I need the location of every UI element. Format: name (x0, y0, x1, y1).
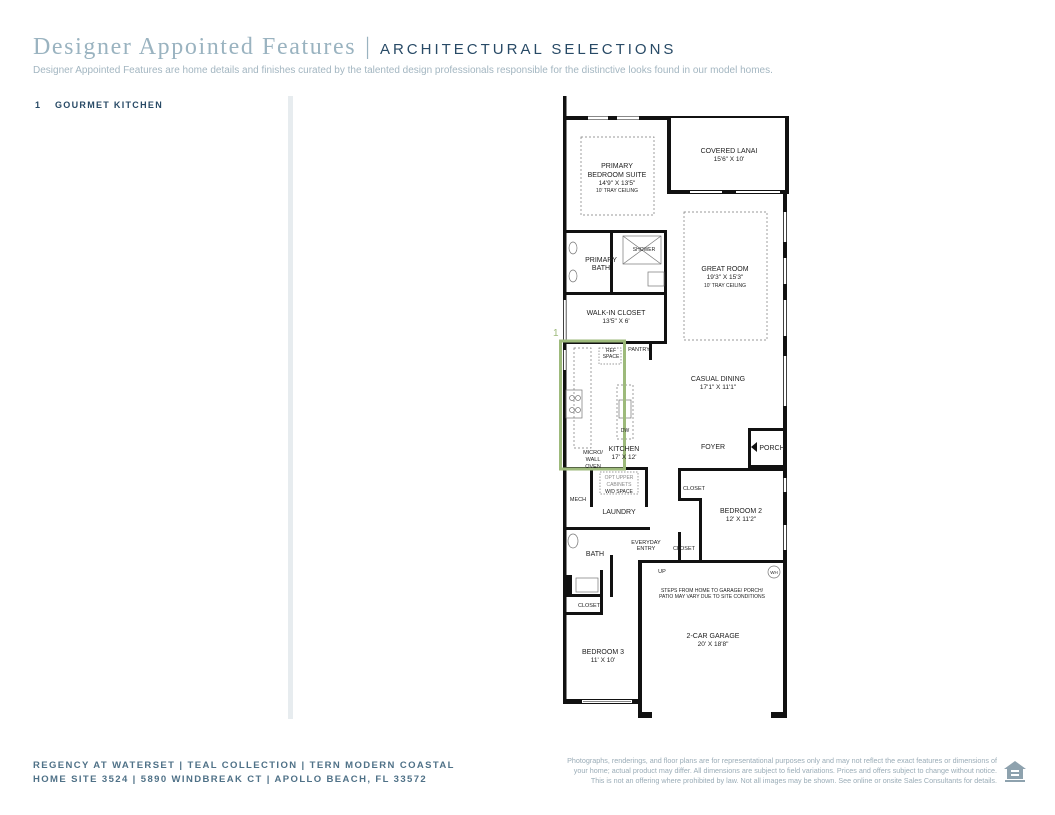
svg-text:LAUNDRY: LAUNDRY (602, 509, 636, 516)
address-line: HOME SITE 3524 | 5890 WINDBREAK CT | APOLLO BEACH, FL 33572 (33, 774, 428, 785)
svg-text:PANTRY: PANTRY (628, 347, 650, 353)
svg-text:MICRO/: MICRO/ (583, 450, 603, 456)
svg-text:REF: REF (606, 348, 616, 354)
svg-text:10' TRAY CEILING: 10' TRAY CEILING (595, 188, 639, 194)
community-line: REGENCY AT WATERSET | TEAL COLLECTION | TERN MODERN COASTAL (33, 760, 455, 771)
svg-text:OVEN: OVEN (585, 464, 601, 470)
svg-text:WH: WH (770, 570, 778, 575)
svg-text:17'1" X 11'1": 17'1" X 11'1" (699, 384, 737, 391)
feature-label: GOURMET KITCHEN (55, 100, 163, 110)
intro-text: Designer Appointed Features are home details and finishes curated by the talented design professionals responsible for the distinctive looks found in our model homes. (33, 65, 773, 76)
svg-text:2-CAR GARAGE: 2-CAR GARAGE (686, 633, 740, 640)
svg-text:BEDROOM 3: BEDROOM 3 (581, 649, 625, 656)
svg-text:19'3" X 15'3": 19'3" X 15'3" (706, 274, 744, 281)
svg-text:13'5" X 6': 13'5" X 6' (602, 318, 630, 325)
svg-text:BATH: BATH (585, 551, 605, 558)
svg-text:SHOWER: SHOWER (632, 247, 656, 253)
svg-text:PATIO MAY VARY DUE TO SITE CON: PATIO MAY VARY DUE TO SITE CONDITIONS (659, 594, 765, 600)
svg-text:BEDROOM 2: BEDROOM 2 (719, 508, 763, 515)
svg-text:WALL: WALL (585, 457, 601, 463)
porch-arrow-icon (751, 442, 757, 452)
floor-plan (545, 90, 795, 722)
svg-text:BEDROOM SUITE: BEDROOM SUITE (587, 172, 647, 179)
feature-number: 1 (35, 100, 42, 110)
svg-text:CABINETS: CABINETS (606, 482, 632, 488)
svg-text:CLOSET: CLOSET (577, 603, 601, 609)
svg-text:W/D SPACE: W/D SPACE (605, 489, 633, 495)
svg-text:WALK-IN CLOSET: WALK-IN CLOSET (586, 310, 646, 317)
page-title: Designer Appointed Features (33, 34, 357, 60)
community-info (33, 759, 455, 787)
equal-housing-icon (1003, 759, 1027, 783)
page-subtitle: ARCHITECTURAL SELECTIONS (379, 41, 677, 58)
feature-callout-number: 1 (553, 328, 559, 339)
svg-text:SPACE: SPACE (602, 354, 620, 360)
svg-text:DW: DW (620, 428, 630, 434)
svg-text:BATH: BATH (591, 265, 611, 272)
legal-disclaimer: Photographs, renderings, and floor plans are for representational purposes only and may not reflect the exact features or dimensions of your home; actual product may differ. All dimensions are subject to field variations. Prices and offers subject to change without notice. This is not an offering where prohibited by law. Not all images may be shown. See online or onsite Sales Consultants for details. (567, 756, 997, 785)
svg-text:STEPS FROM HOME TO GARAGE/ POR: STEPS FROM HOME TO GARAGE/ PORCH/ (660, 588, 764, 594)
svg-text:20' X 18'8": 20' X 18'8" (697, 641, 729, 648)
svg-text:FOYER: FOYER (700, 444, 726, 451)
feature-list-item[interactable] (35, 100, 163, 110)
svg-text:MECH: MECH (569, 497, 587, 503)
svg-text:UP: UP (658, 569, 666, 575)
svg-text:14'9" X 13'5": 14'9" X 13'5" (598, 180, 636, 187)
page-header (33, 34, 676, 61)
svg-text:15'6" X 10': 15'6" X 10' (713, 156, 745, 163)
svg-text:PRIMARY: PRIMARY (601, 163, 633, 170)
svg-text:KITCHEN: KITCHEN (608, 446, 640, 453)
svg-text:12' X 11'2": 12' X 11'2" (725, 516, 757, 523)
svg-text:17' X 12': 17' X 12' (611, 454, 637, 461)
svg-text:PORCH: PORCH (759, 445, 785, 452)
svg-text:PRIMARY: PRIMARY (585, 257, 617, 264)
svg-text:CASUAL DINING: CASUAL DINING (690, 376, 746, 383)
svg-text:CLOSET: CLOSET (672, 546, 696, 552)
svg-text:GREAT ROOM: GREAT ROOM (701, 266, 749, 273)
svg-text:CLOSET: CLOSET (682, 486, 706, 492)
svg-text:10' TRAY CEILING: 10' TRAY CEILING (703, 283, 747, 289)
section-divider (288, 96, 293, 719)
svg-text:11' X 10': 11' X 10' (590, 657, 616, 664)
svg-text:OPT UPPER: OPT UPPER (604, 475, 634, 481)
floor-plan-fixtures (566, 137, 780, 592)
svg-text:COVERED LANAI: COVERED LANAI (700, 148, 758, 155)
svg-text:ENTRY: ENTRY (636, 546, 656, 552)
title-divider: | (365, 34, 370, 60)
svg-text:EVERYDAY: EVERYDAY (631, 540, 661, 546)
